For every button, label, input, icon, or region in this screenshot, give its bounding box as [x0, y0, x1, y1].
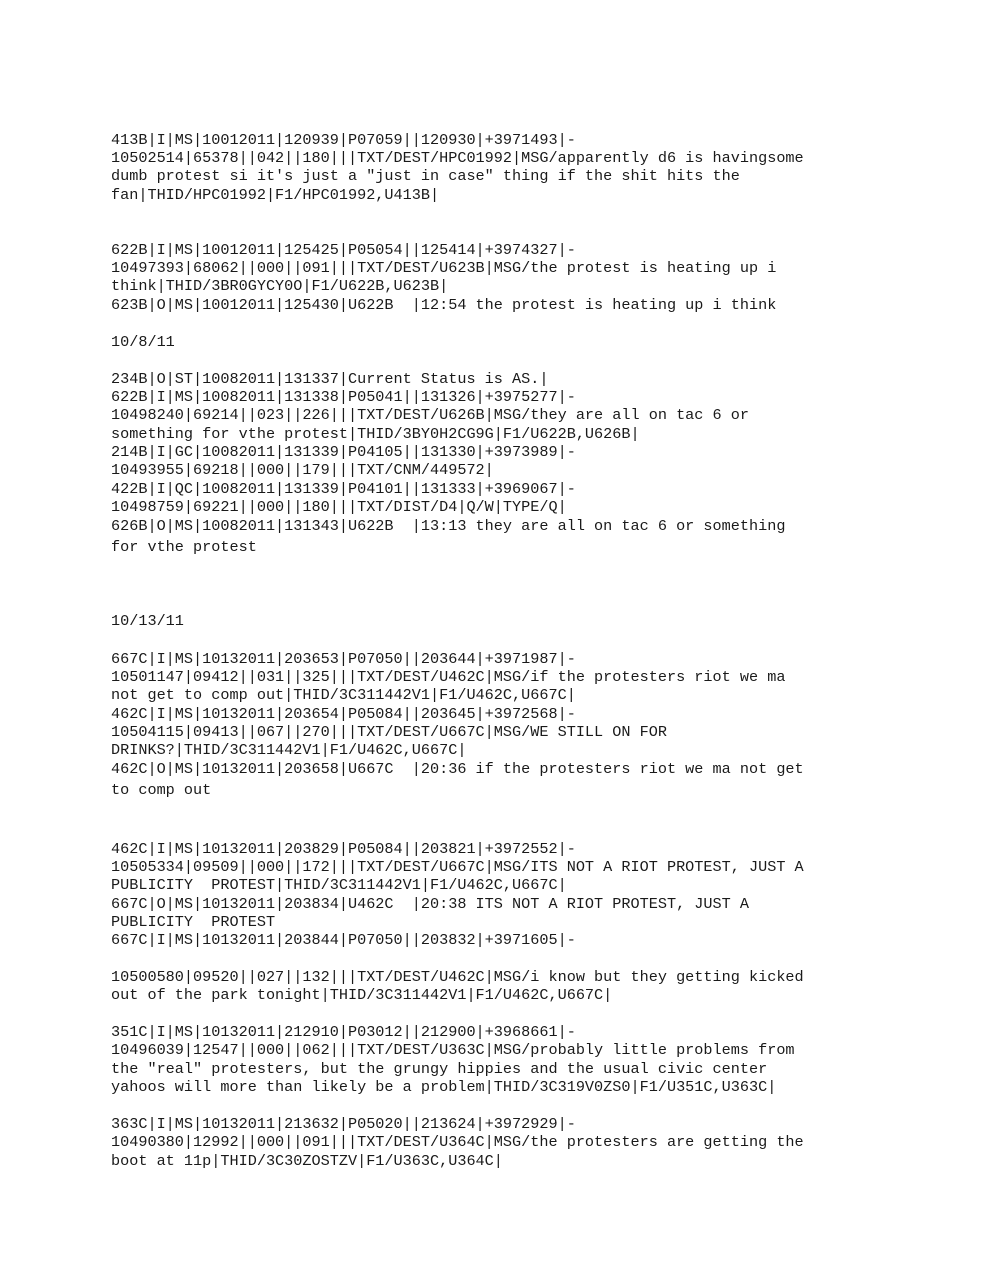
log-line: 622B|I|MS|10012011|125425|P05054||125414|+3974327|- [111, 241, 576, 259]
log-line: 422B|I|QC|10082011|131339|P04101||131333|+3969067|- [111, 480, 576, 498]
log-line: 667C|I|MS|10132011|203653|P07050||203644|+3971987|- [111, 650, 576, 668]
log-line: something for vthe protest|THID/3BY0H2CG9G|F1/U622B,U626B| [111, 425, 640, 443]
log-line: 10501147|09412||031||325|||TXT/DEST/U462C|MSG/if the protesters riot we ma [111, 668, 786, 686]
log-line: boot at 11p|THID/3C30ZOSTZV|F1/U363C,U364C| [111, 1152, 503, 1170]
log-line: for vthe protest [111, 538, 257, 556]
log-line: 234B|O|ST|10082011|131337|Current Status is AS.| [111, 370, 549, 388]
log-line: 214B|I|GC|10082011|131339|P04105||131330|+3973989|- [111, 443, 576, 461]
log-line: 623B|O|MS|10012011|125430|U622B |12:54 the protest is heating up i think [111, 296, 777, 314]
log-line: 10502514|65378||042||180|||TXT/DEST/HPC01992|MSG/apparently d6 is havingsome [111, 149, 804, 167]
log-line: yahoos will more than likely be a problem|THID/3C319V0ZS0|F1/U351C,U363C| [111, 1078, 777, 1096]
log-line: 10497393|68062||000||091|||TXT/DEST/U623B|MSG/the protest is heating up i [111, 259, 777, 277]
log-line: not get to comp out|THID/3C311442V1|F1/U462C,U667C| [111, 686, 576, 704]
log-line: 10504115|09413||067||270|||TXT/DEST/U667C|MSG/WE STILL ON FOR [111, 723, 667, 741]
log-line: 351C|I|MS|10132011|212910|P03012||212900|+3968661|- [111, 1023, 576, 1041]
log-line: 363C|I|MS|10132011|213632|P05020||213624|+3972929|- [111, 1115, 576, 1133]
log-line: the "real" protesters, but the grungy hippies and the usual civic center [111, 1060, 768, 1078]
log-line: 10493955|69218||000||179|||TXT/CNM/449572| [111, 461, 494, 479]
log-line: 667C|O|MS|10132011|203834|U462C |20:38 ITS NOT A RIOT PROTEST, JUST A [111, 895, 749, 913]
log-line: 462C|O|MS|10132011|203658|U667C |20:36 if the protesters riot we ma not get [111, 760, 804, 778]
log-line: 462C|I|MS|10132011|203654|P05084||203645|+3972568|- [111, 705, 576, 723]
log-line: DRINKS?|THID/3C311442V1|F1/U462C,U667C| [111, 741, 467, 759]
log-line: think|THID/3BR0GYCY0O|F1/U622B,U623B| [111, 277, 449, 295]
log-line: PUBLICITY PROTEST|THID/3C311442V1|F1/U462C,U667C| [111, 876, 567, 894]
log-line: out of the park tonight|THID/3C311442V1|F1/U462C,U667C| [111, 986, 613, 1004]
log-line: 10500580|09520||027||132|||TXT/DEST/U462C|MSG/i know but they getting kicked [111, 968, 804, 986]
log-line: 667C|I|MS|10132011|203844|P07050||203832|+3971605|- [111, 931, 576, 949]
log-line: to comp out [111, 781, 212, 799]
log-line: 10498759|69221||000||180|||TXT/DIST/D4|Q/W|TYPE/Q| [111, 498, 567, 516]
log-line: 462C|I|MS|10132011|203829|P05084||203821|+3972552|- [111, 840, 576, 858]
log-line: 10505334|09509||000||172|||TXT/DEST/U667C|MSG/ITS NOT A RIOT PROTEST, JUST A [111, 858, 804, 876]
date-heading: 10/13/11 [111, 612, 184, 630]
log-line: 10498240|69214||023||226|||TXT/DEST/U626B|MSG/they are all on tac 6 or [111, 406, 749, 424]
log-line: PUBLICITY PROTEST [111, 913, 276, 931]
log-line: 413B|I|MS|10012011|120939|P07059||120930|+3971493|- [111, 131, 576, 149]
date-heading: 10/8/11 [111, 333, 175, 351]
log-line: dumb protest si it's just a "just in case" thing if the shit hits the [111, 167, 740, 185]
log-line: 622B|I|MS|10082011|131338|P05041||131326|+3975277|- [111, 388, 576, 406]
log-line: 10490380|12992||000||091|||TXT/DEST/U364C|MSG/the protesters are getting the [111, 1133, 804, 1151]
log-line: 10496039|12547||000||062|||TXT/DEST/U363C|MSG/probably little problems from [111, 1041, 795, 1059]
log-line: 626B|O|MS|10082011|131343|U622B |13:13 they are all on tac 6 or something [111, 517, 786, 535]
log-line: fan|THID/HPC01992|F1/HPC01992,U413B| [111, 186, 440, 204]
